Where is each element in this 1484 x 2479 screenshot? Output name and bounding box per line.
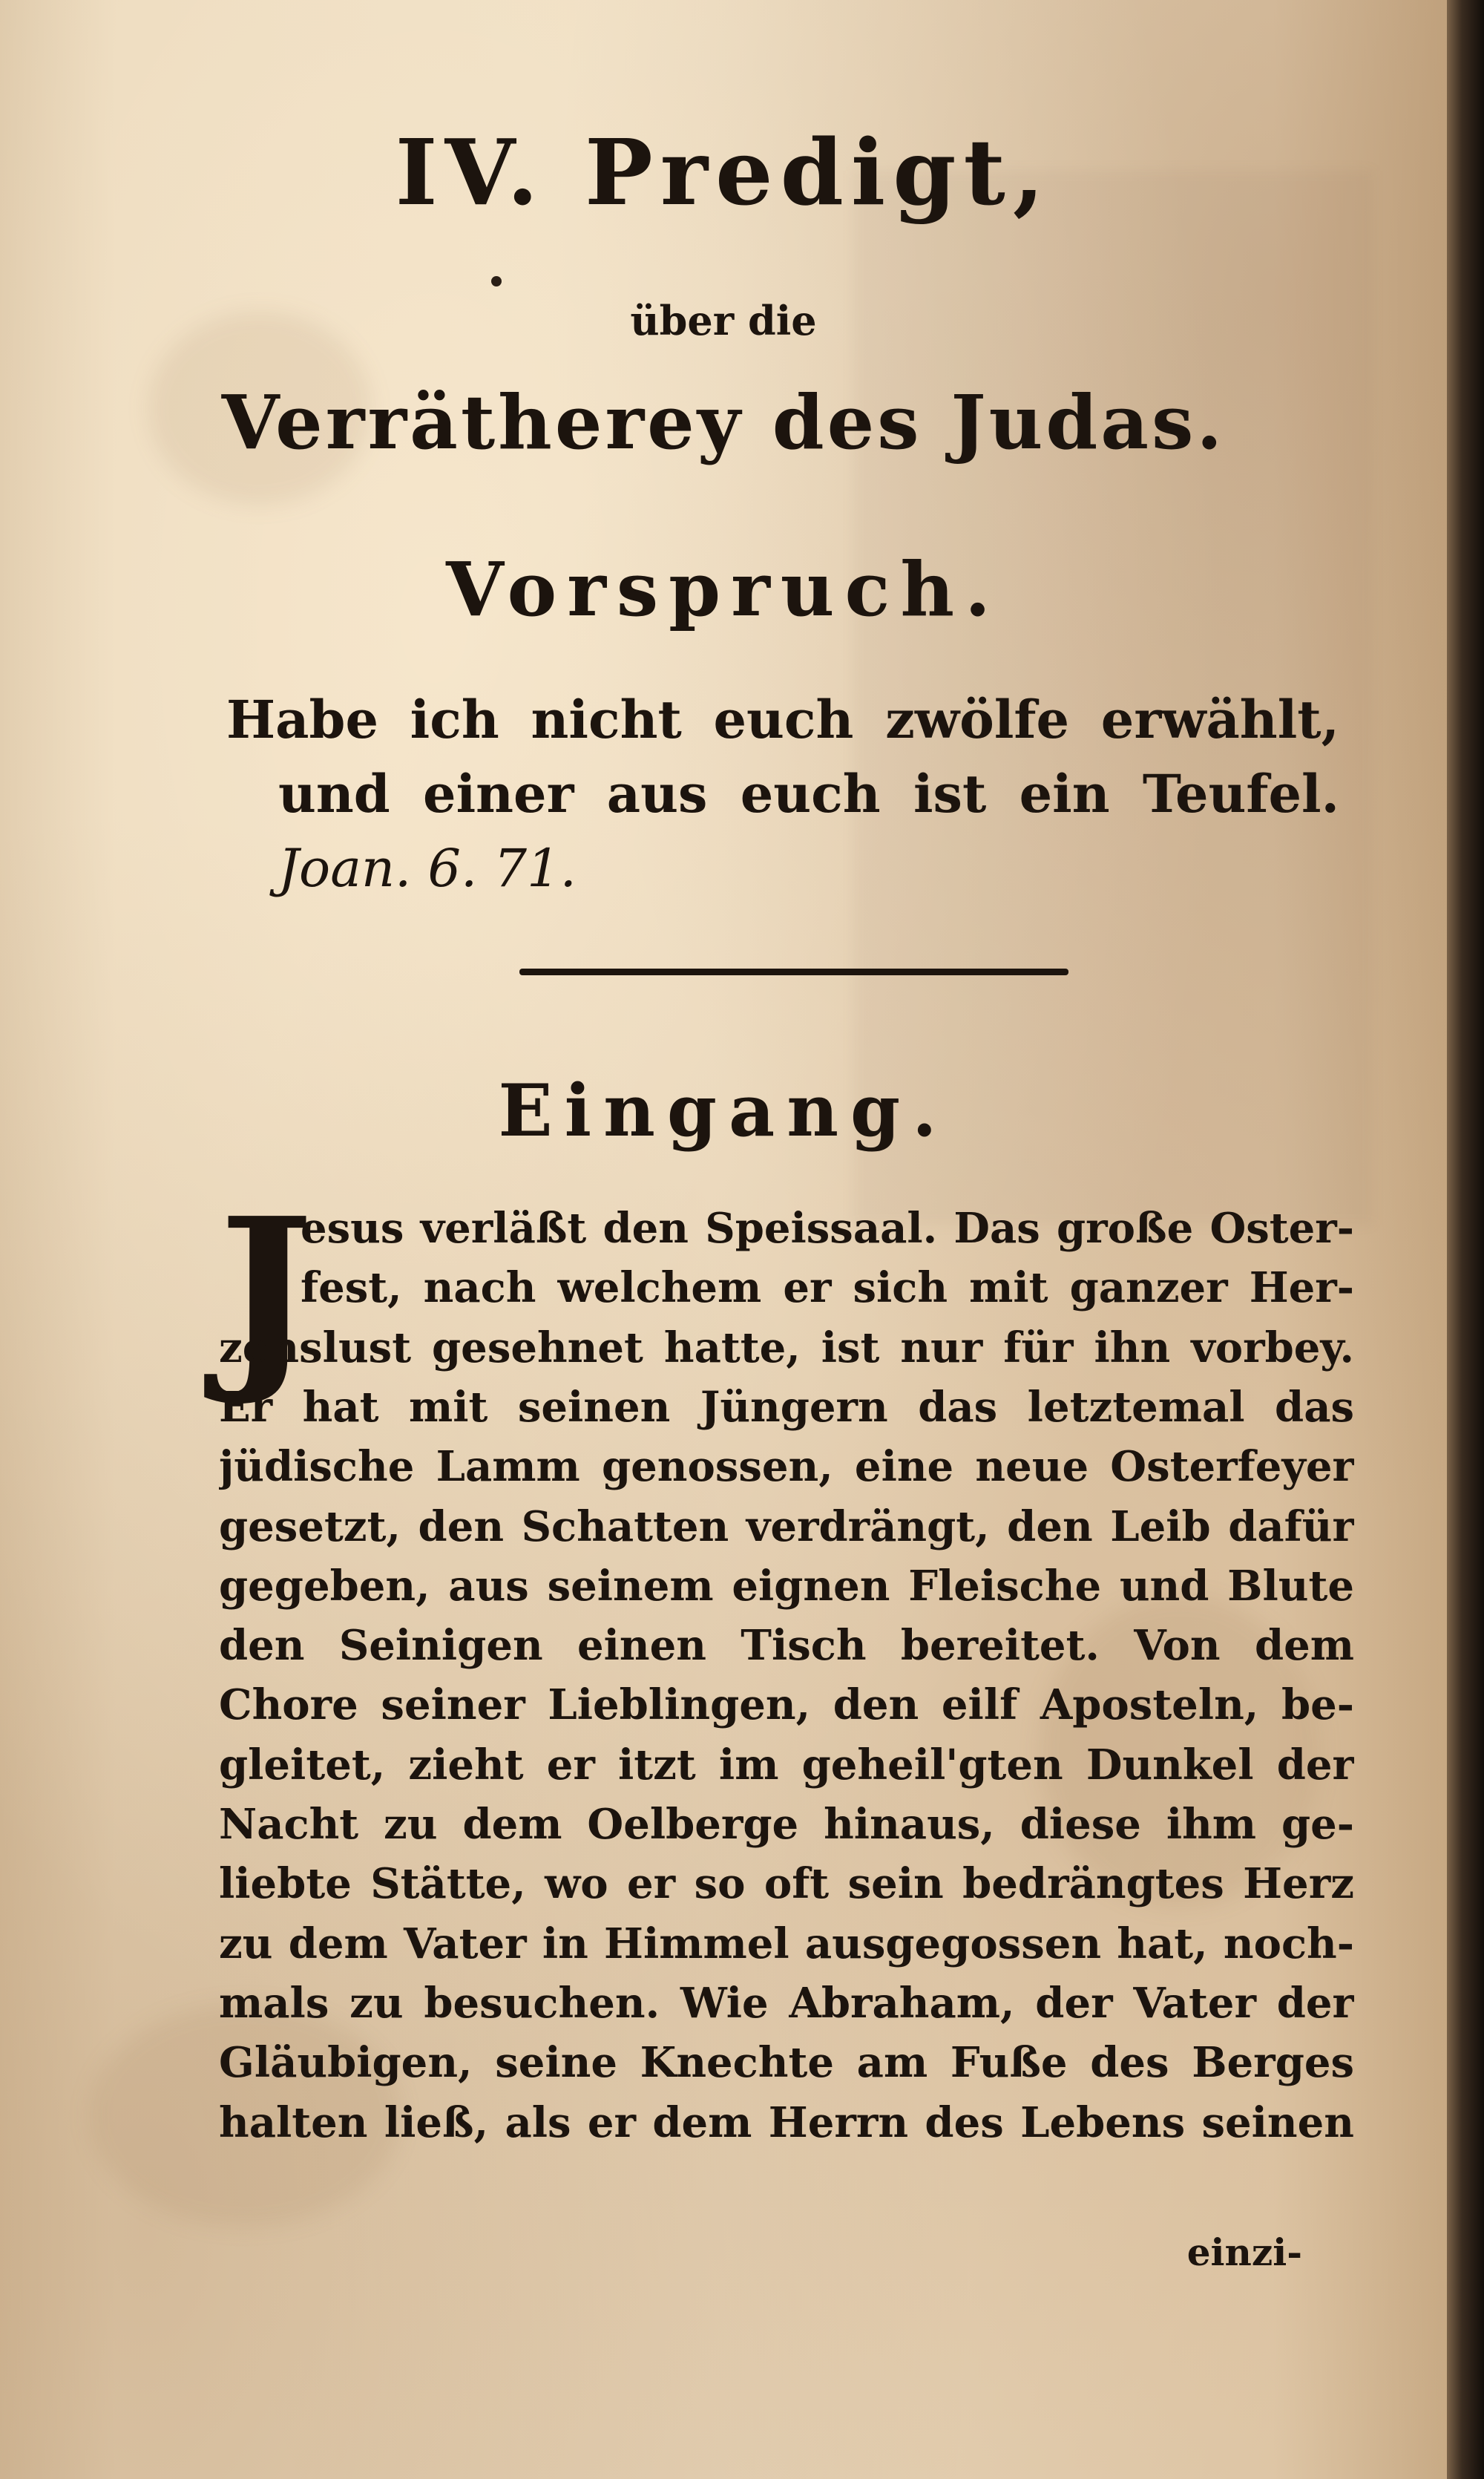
- body-line: Chore seiner Lieblingen, den eilf Aposteln, be-: [219, 1680, 1354, 1730]
- body-line: esus verläßt den Speissaal. Das große Oster-: [301, 1204, 1354, 1253]
- motto-line-text: Habe ich nicht euch zwölfe erwählt,: [226, 689, 1339, 750]
- body-line: zenslust gesehnet hatte, ist nur für ihn vorbey.: [219, 1323, 1354, 1372]
- body-line: den Seinigen einen Tisch bereitet. Von dem: [219, 1621, 1354, 1671]
- bible-reference: Joan. 6. 71.: [278, 838, 577, 899]
- body-line: gesetzt, den Schatten verdrängt, den Leib dafür: [219, 1502, 1354, 1551]
- book-spine-shadow: [1447, 0, 1484, 2479]
- sermon-title: IV. Predigt,: [395, 119, 1052, 226]
- section-heading-eingang: Eingang.: [498, 1069, 949, 1153]
- body-text: [219, 1173, 1354, 2267]
- sermon-heading: Verrätherey des Judas.: [221, 379, 1226, 466]
- body-line: Gläubigen, seine Knechte am Fuße des Berges: [219, 2038, 1354, 2088]
- body-line: zu dem Vater in Himmel ausgegossen hat, noch-: [219, 1919, 1354, 1968]
- motto-line: [226, 683, 1339, 757]
- body-line: jüdische Lamm genossen, eine neue Osterfeyer: [219, 1442, 1354, 1492]
- body-line: gegeben, aus seinem eignen Fleische und Blute: [219, 1561, 1354, 1611]
- motto-line: [278, 757, 1339, 831]
- catchword: einzi-: [1186, 2230, 1302, 2274]
- body-line: fest, nach welchem er sich mit ganzer Her-: [301, 1263, 1354, 1313]
- body-line: halten ließ, als er dem Herrn des Lebens seinen: [219, 2098, 1354, 2147]
- section-heading-vorspruch: Vorspruch.: [446, 546, 1001, 633]
- body-line: gleitet, zieht er itzt im geheil'gten Dunkel der: [219, 1740, 1354, 1789]
- body-line: Nacht zu dem Oelberge hinaus, diese ihm ge-: [219, 1800, 1354, 1849]
- motto-line-text: und einer aus euch ist ein Teufel.: [278, 763, 1339, 825]
- sermon-subtitle: über die: [630, 297, 817, 344]
- body-line: Er hat mit seinen Jüngern das letztemal das: [219, 1382, 1354, 1432]
- divider-rule: [519, 969, 1068, 975]
- body-line: liebte Stätte, wo er so oft sein bedrängtes Herz: [219, 1859, 1354, 1909]
- body-line: mals zu besuchen. Wie Abraham, der Vater der: [219, 1978, 1354, 2028]
- drop-initial: J: [219, 1173, 314, 1409]
- ink-speck: [491, 276, 502, 286]
